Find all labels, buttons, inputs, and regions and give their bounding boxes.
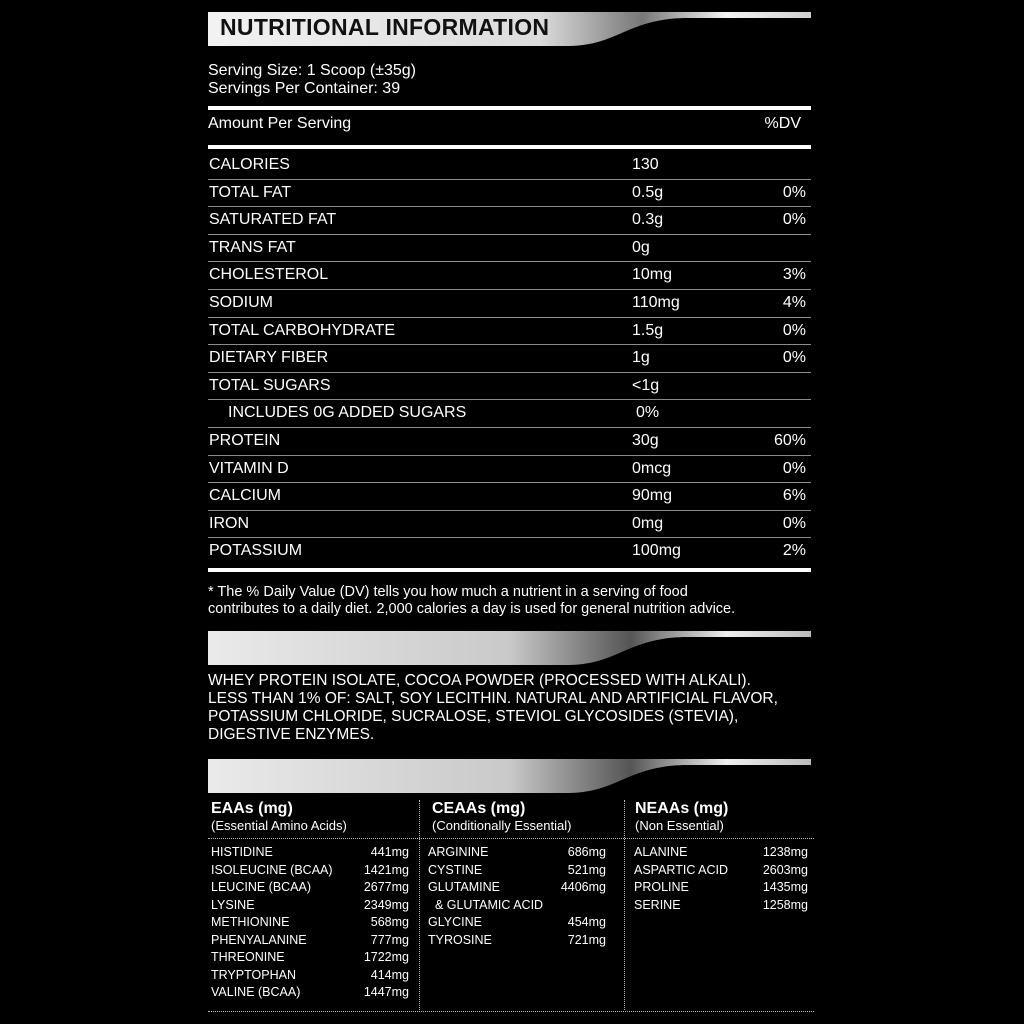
divider — [208, 568, 811, 572]
servings-per-container: Servings Per Container: 39 — [208, 80, 401, 97]
column-divider — [419, 800, 420, 1010]
serving-size: Serving Size: 1 Scoop (±35g) — [208, 62, 416, 79]
amino-acid-name: GLYCINE — [428, 915, 482, 929]
nutrient-amount: 90mg — [632, 487, 673, 505]
banner-swoosh — [208, 631, 811, 665]
amino-acid-value: 414mg — [370, 967, 409, 982]
amino-acid-item — [428, 898, 606, 916]
amino-acid-name: VALINE (BCAA) — [211, 985, 301, 999]
nutrient-row — [208, 290, 811, 318]
nutrient-dv: 0% — [782, 459, 806, 477]
amino-acid-item — [634, 863, 808, 881]
nutrient-amount: 0g — [632, 238, 650, 256]
amino-acid-item — [211, 880, 409, 898]
nutrient-amount: 1g — [632, 349, 650, 367]
footnote-line: * The % Daily Value (DV) tells you how much a nutrient in a serving of food — [208, 584, 688, 600]
amino-acid-item — [428, 880, 606, 898]
amino-acid-item — [211, 968, 409, 986]
amino-acid-value: 454mg — [567, 915, 606, 929]
amino-acid-name: ISOLEUCINE (BCAA) — [211, 862, 333, 877]
ingredients-text — [208, 672, 818, 744]
amino-acid-value: 686mg — [567, 845, 606, 859]
amino-acid-name: ARGININE — [428, 845, 489, 859]
divider — [208, 106, 811, 110]
ceaa-header — [432, 800, 612, 833]
amino-acid-name: LYSINE — [211, 897, 255, 912]
amino-acid-name: & GLUTAMIC ACID — [428, 897, 544, 912]
amino-acid-name: THREONINE — [211, 950, 285, 964]
nutrient-amount: 30g — [632, 432, 659, 449]
nutrient-dv: 60% — [773, 432, 806, 449]
amino-acid-item — [211, 863, 409, 881]
title-banner — [208, 12, 811, 46]
nutrient-row — [208, 180, 811, 208]
banner-swoosh — [208, 759, 811, 793]
amino-bottom-rule — [208, 1011, 814, 1012]
amino-acid-name: TRYPTOPHAN — [211, 967, 296, 982]
amino-acid-item — [211, 985, 409, 1003]
nutrient-name: DIETARY FIBER — [209, 349, 329, 367]
nutrient-row — [208, 511, 811, 539]
amino-acid-value: 1447mg — [363, 985, 409, 999]
nutrient-row — [208, 152, 811, 180]
amino-acid-value: 2677mg — [363, 880, 409, 894]
nutrient-dv: 0% — [782, 211, 806, 229]
amino-acid-item — [211, 950, 409, 968]
amino-banner — [208, 759, 811, 793]
amino-acid-name: ASPARTIC ACID — [634, 862, 729, 877]
nutrient-name: TOTAL FAT — [209, 183, 292, 201]
nutrient-amount: 110mg — [632, 294, 680, 311]
nutrient-name: TOTAL SUGARS — [209, 376, 331, 394]
amino-acid-item — [634, 898, 808, 916]
nutrient-name: TRANS FAT — [209, 238, 296, 256]
neaa-list — [634, 845, 808, 915]
nutrient-amount: 0% — [636, 404, 660, 422]
nutrient-name: CALCIUM — [209, 487, 282, 505]
nutrient-dv: 0% — [782, 349, 806, 367]
nutrient-amount: 0mg — [632, 514, 664, 532]
amino-acid-item — [634, 845, 808, 863]
nutrient-dv: 2% — [782, 542, 806, 560]
nutrient-row — [208, 428, 811, 456]
amino-acid-value: 1258mg — [762, 897, 808, 912]
amino-acid-value: 568mg — [370, 915, 409, 929]
amino-acid-name: PHENYALANINE — [211, 932, 307, 947]
amino-acid-value: 1722mg — [363, 950, 409, 964]
amount-per-serving-label: Amount Per Serving — [208, 115, 352, 132]
nutrient-name: IRON — [209, 514, 249, 532]
amino-acid-name: PROLINE — [634, 880, 689, 894]
dv-footnote — [208, 584, 818, 617]
amino-acid-item — [211, 915, 409, 933]
page-title: NUTRITIONAL INFORMATION — [220, 14, 550, 40]
amino-acid-item — [428, 933, 606, 951]
ceaa-subtitle: (Conditionally Essential) — [432, 818, 572, 833]
amino-acid-value: 441mg — [370, 845, 409, 859]
nutrient-row — [208, 373, 811, 401]
amino-acid-value: 1435mg — [762, 880, 808, 894]
amino-acid-value: 1238mg — [762, 845, 808, 859]
nutrient-name: CHOLESTEROL — [209, 266, 329, 284]
nutrient-dv: 0% — [782, 321, 806, 339]
amino-acid-value: 1421mg — [363, 862, 409, 877]
ceaa-title: CEAAs (mg) — [432, 800, 526, 817]
amino-acid-name: TYROSINE — [428, 932, 492, 947]
nutrient-dv: 3% — [782, 266, 806, 284]
amino-acid-item — [428, 863, 606, 881]
nutrient-name: CALORIES — [209, 156, 290, 173]
nutrient-name: VITAMIN D — [209, 459, 289, 477]
amino-acid-item — [211, 845, 409, 863]
nutrient-row — [208, 538, 811, 566]
eaa-subtitle: (Essential Amino Acids) — [211, 818, 347, 833]
nutrient-row — [208, 483, 811, 511]
column-divider — [624, 800, 625, 1010]
nutrient-amount: 100mg — [632, 542, 681, 560]
amino-acid-name: SERINE — [634, 897, 681, 912]
nutrient-dv: 0% — [782, 514, 806, 532]
amino-acid-name: ALANINE — [634, 845, 688, 859]
amino-divider — [208, 838, 814, 839]
nutrient-name: SODIUM — [209, 294, 273, 311]
ingredients-line: POTASSIUM CHLORIDE, SUCRALOSE, STEVIOL GLYCOSIDES (STEVIA), — [208, 708, 739, 725]
serving-info — [208, 62, 416, 98]
ingredients-line: LESS THAN 1% OF: SALT, SOY LECITHIN. NATURAL AND ARTIFICIAL FLAVOR, — [208, 690, 778, 707]
nutrient-amount: 130 — [632, 156, 659, 173]
amino-acid-name: LEUCINE (BCAA) — [211, 880, 312, 894]
nutrient-row — [208, 207, 811, 235]
amino-acid-item — [428, 915, 606, 933]
nutrient-amount: 0mcg — [632, 459, 672, 477]
amino-acid-item — [211, 933, 409, 951]
nutrient-dv: 0% — [782, 183, 806, 201]
nutrient-row — [208, 400, 811, 428]
divider — [208, 145, 811, 149]
nutrient-row — [208, 318, 811, 346]
amino-acid-value: 777mg — [370, 932, 409, 947]
neaa-title: NEAAs (mg) — [635, 800, 729, 817]
nutrient-amount: 1.5g — [632, 321, 664, 339]
ceaa-list — [428, 845, 606, 950]
ingredients-line: WHEY PROTEIN ISOLATE, COCOA POWDER (PROCESSED WITH ALKALI). — [208, 672, 751, 689]
amino-acid-name: CYSTINE — [428, 862, 483, 877]
ingredients-banner — [208, 631, 811, 665]
nutrient-dv: 4% — [782, 294, 806, 311]
amino-acid-name: HISTIDINE — [211, 845, 273, 859]
neaa-subtitle: (Non Essential) — [635, 818, 724, 833]
eaa-header — [211, 800, 411, 833]
amount-header — [208, 115, 811, 135]
amino-acid-name: METHIONINE — [211, 915, 290, 929]
nutrient-row — [208, 456, 811, 484]
ingredients-line: DIGESTIVE ENZYMES. — [208, 726, 375, 743]
amino-acid-item — [634, 880, 808, 898]
amino-acid-item — [211, 898, 409, 916]
amino-acid-value: 2603mg — [762, 862, 808, 877]
nutrient-row — [208, 345, 811, 373]
amino-acid-value: 4406mg — [560, 880, 606, 894]
nutrient-name: SATURATED FAT — [209, 211, 337, 229]
nutrient-row — [208, 262, 811, 290]
neaa-header — [635, 800, 810, 833]
eaa-title: EAAs (mg) — [211, 800, 293, 817]
nutrient-amount: 10mg — [632, 266, 673, 284]
nutrient-name: PROTEIN — [209, 432, 281, 449]
amino-acid-name: GLUTAMINE — [428, 880, 500, 894]
eaa-list — [211, 845, 409, 1003]
nutrient-name: POTASSIUM — [209, 542, 303, 560]
nutrient-row — [208, 235, 811, 263]
footnote-line: contributes to a daily diet. 2,000 calories a day is used for general nutrition advice. — [208, 600, 736, 617]
nutrient-dv: 6% — [782, 487, 806, 505]
amino-acid-value: 2349mg — [363, 897, 409, 912]
nutrient-amount: <1g — [632, 376, 660, 394]
dv-header: %DV — [764, 115, 801, 132]
amino-acid-item — [428, 845, 606, 863]
nutrient-amount: 0.3g — [632, 211, 664, 229]
nutrient-amount: 0.5g — [632, 183, 664, 201]
amino-acid-value: 721mg — [567, 932, 606, 947]
nutrient-name: INCLUDES 0G ADDED SUGARS — [228, 404, 467, 422]
nutrient-name: TOTAL CARBOHYDRATE — [209, 321, 396, 339]
amino-acid-value: 521mg — [567, 862, 606, 877]
